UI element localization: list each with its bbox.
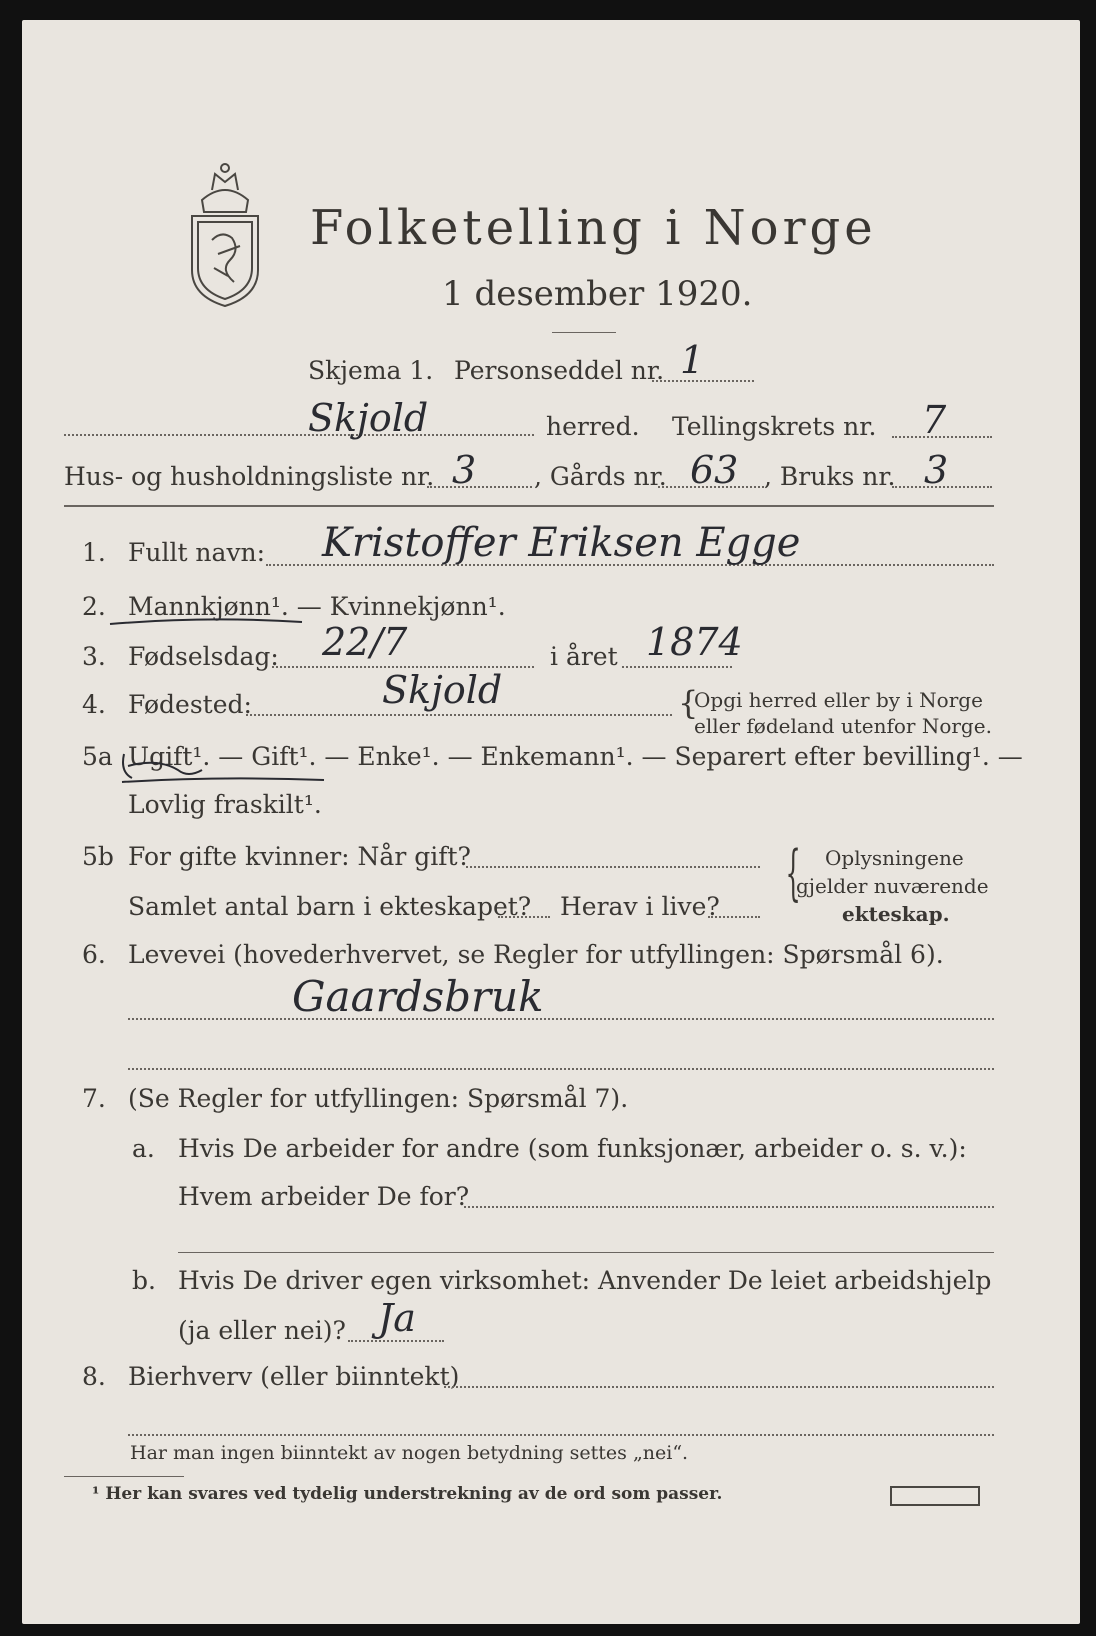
skjema-label: Skjema 1. — [308, 356, 434, 385]
personseddel-label: Personseddel nr. — [454, 356, 665, 385]
printer-stamp — [890, 1486, 980, 1506]
footnote: ¹ Her kan svares ved tydelig understrekning av de ord som passer. — [92, 1484, 723, 1504]
full-name-value[interactable]: Kristoffer Eriksen Egge — [322, 520, 801, 566]
q5a-number: 5a — [82, 742, 113, 771]
q5b-number: 5b — [82, 842, 114, 871]
bruks-value[interactable]: 3 — [924, 448, 949, 492]
bruks-label: , Bruks nr. — [764, 462, 896, 491]
q8-label: Bierhverv (eller biinntekt) — [128, 1362, 460, 1391]
birthdate-value[interactable]: 22/7 — [322, 620, 408, 664]
personseddel-value[interactable]: 1 — [680, 338, 705, 382]
coat-of-arms-icon — [182, 150, 268, 308]
q8-number: 8. — [82, 1362, 106, 1391]
herred-value[interactable]: Skjold — [308, 396, 429, 440]
tellingskrets-value[interactable]: 7 — [922, 398, 947, 442]
q5b-note-1: Oplysningene — [825, 846, 964, 870]
footer-note: Har man ingen biinntekt av nogen betydning settes „nei“. — [130, 1442, 689, 1464]
form-title: Folketelling i Norge — [310, 200, 877, 256]
q7b-line-2: (ja eller nei)? — [178, 1316, 346, 1345]
q7-label: (Se Regler for utfyllingen: Spørsmål 7). — [128, 1084, 629, 1113]
q4-number: 4. — [82, 690, 106, 719]
q6-label: Levevei (hovederhvervet, se Regler for utfyllingen: Spørsmål 6). — [128, 940, 944, 969]
occupation-value[interactable]: Gaardsbruk — [292, 972, 544, 1021]
underline-mark — [106, 614, 306, 630]
herred-label: herred. — [546, 412, 640, 441]
q5b-note-2: gjelder nuværende — [796, 874, 989, 898]
q5b-line-1: For gifte kvinner: Når gift? — [128, 842, 471, 871]
q7-number: 7. — [82, 1084, 106, 1113]
year-label: i året — [550, 642, 618, 671]
gards-value[interactable]: 63 — [690, 448, 739, 492]
q5a-line-1: Ugift¹. — Gift¹. — Enke¹. — Enkemann¹. — Separert efter bevilling¹. — — [128, 742, 1023, 771]
q4-label: Fødested: — [128, 690, 252, 719]
q2-label: Mannkjønn¹. — Kvinnekjønn¹. — [128, 592, 506, 621]
hired-help-value[interactable]: Ja — [378, 1296, 416, 1340]
q7a-line-1: Hvis De arbeider for andre (som funksjonær, arbeider o. s. v.): — [178, 1134, 967, 1163]
q7b-number: b. — [132, 1266, 156, 1295]
census-form: Folketelling i Norge 1 desember 1920. Skjema 1. Personseddel nr. 1 Skjold herred. Tellingskrets nr. 7 Hus- og husholdningsliste nr. 3 , Gårds nr. 63 , Bruks nr. 3 1. Fullt navn: Kristoffer Eriksen Egge 2. Mannkjønn¹. — Kvinnekjønn¹. 3. Fødselsdag: 22/7 i året 1874 4. Fødested: Skjold { Opgi herred eller by i Norge eller fødeland utenfor Norge. 5a Ugift¹. — Gift¹. — Enke¹. — Enkemann¹. — Separert efter bevilling¹. — Lovlig fraskilt¹. 5b For gifte kvinner: Når gift? Samlet antal barn i ekteskapet? Herav i live? { Oplysningene gjelder nuværende ekteskap. 6. Levevei (hovederhvervet, se Regler for utfyllingen: Spørsmål 6). Gaardsbruk 7. (Se Regler for utfyllingen: Spørsmål 7). a. Hvis De arbeider for andre (som funksjonær, arbeider o. s. v.): Hvem arbeider De for? b. Hvis De driver egen virksomhet: Anvender De leiet arbeidshjelp (ja eller nei)? Ja 8. Bierhverv (eller biinntekt) Har man ingen biinntekt av nogen betydning settes „nei“. ¹ Her kan svares ved tydelig understrekning av de ord som passer. — [22, 20, 1080, 1624]
q5b-line-2b: Herav i live? — [560, 892, 720, 921]
q7a-number: a. — [132, 1134, 155, 1163]
q7a-line-2: Hvem arbeider De for? — [178, 1182, 470, 1211]
birthyear-value[interactable]: 1874 — [646, 620, 743, 664]
q3-number: 3. — [82, 642, 106, 671]
gards-label: , Gårds nr. — [534, 462, 667, 491]
hus-label: Hus- og husholdningsliste nr. — [64, 462, 435, 491]
q4-note-1: Opgi herred eller by i Norge — [694, 688, 983, 712]
q1-number: 1. — [82, 538, 106, 567]
hus-value[interactable]: 3 — [452, 448, 477, 492]
birthplace-value[interactable]: Skjold — [382, 668, 503, 712]
q2-number: 2. — [82, 592, 106, 621]
q5b-note-3: ekteskap. — [842, 902, 950, 926]
census-date: 1 desember 1920. — [442, 274, 753, 314]
q6-number: 6. — [82, 940, 106, 969]
tellingskrets-label: Tellingskrets nr. — [672, 412, 877, 441]
q1-label: Fullt navn: — [128, 538, 266, 567]
q5b-line-2a: Samlet antal barn i ekteskapet? — [128, 892, 532, 921]
q7b-line-1: Hvis De driver egen virksomhet: Anvender De leiet arbeidshjelp — [178, 1266, 992, 1295]
civil-status-mark — [118, 748, 328, 784]
q5a-line-2: Lovlig fraskilt¹. — [128, 790, 322, 819]
q4-note-2: eller fødeland utenfor Norge. — [694, 714, 992, 738]
q3-label: Fødselsdag: — [128, 642, 279, 671]
